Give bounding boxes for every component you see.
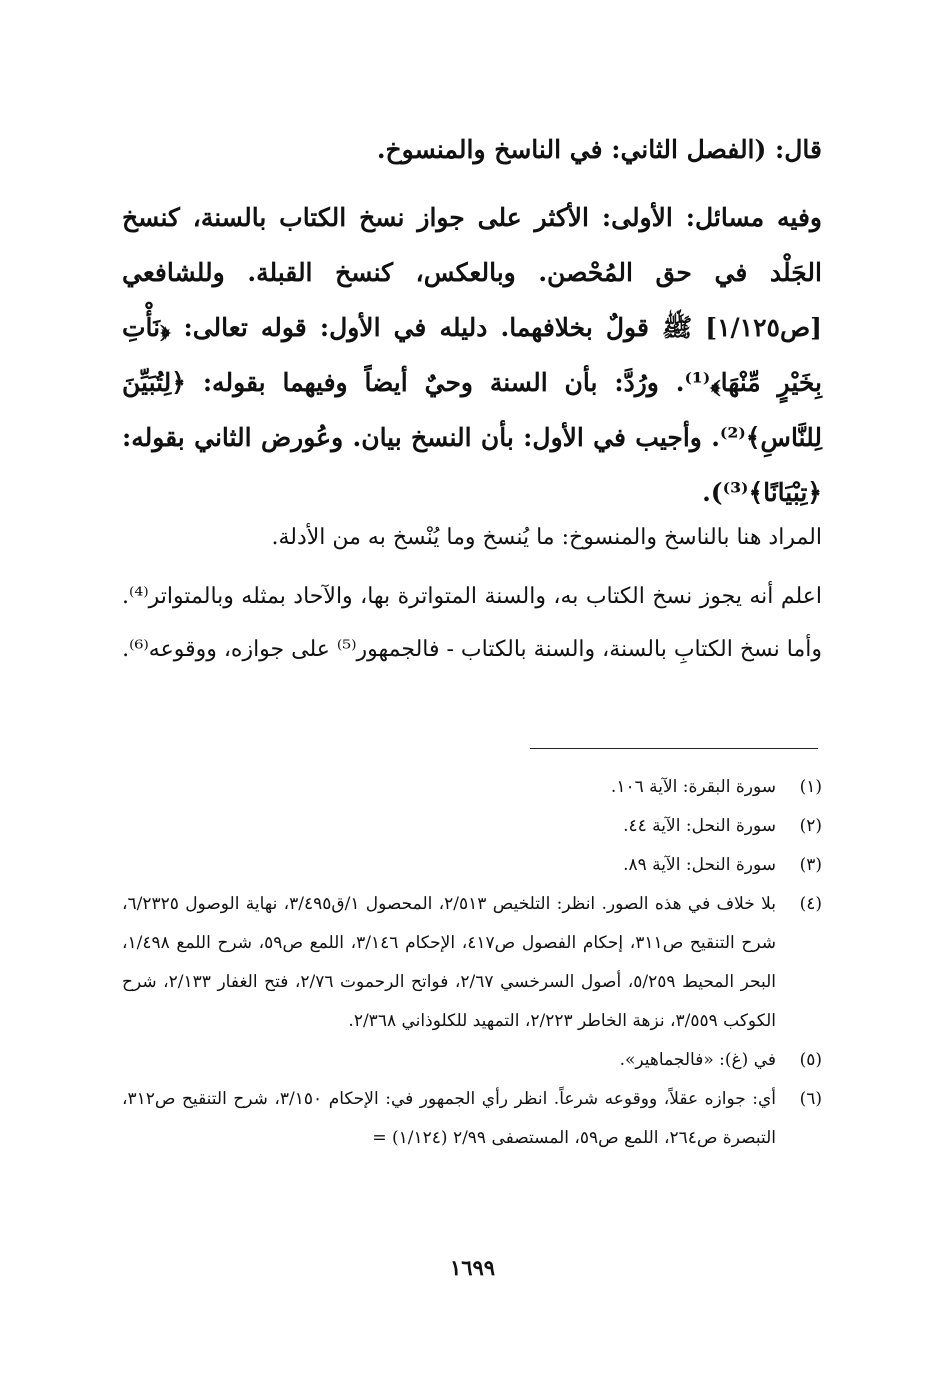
footnote-item [122, 885, 822, 1041]
footnote-number: (٦) [799, 1089, 822, 1109]
commentary-paragraph-2: اعلم أنه يجوز نسخ الكتاب به، والسنة المتواترة بها، والآحاد بمثله وبالمتواتر⁽⁴⁾. وأما نسخ الكتابِ بالسنة، والسنة بالكتاب - فالجمهور⁽⁵⁾ على جوازه، ووقوعه⁽⁶⁾. [122, 584, 822, 662]
footnote-number: (٢) [799, 816, 822, 836]
footnote-number: (٤) [799, 894, 822, 914]
footnote-text: سورة البقرة: الآية ١٠٦. [610, 777, 776, 797]
footnote-text: أي: جوازه عقلاً، ووقوعه شرعاً. انظر رأي الجمهور في: الإحكام ٣/١٥٠، شرح التنقيح ص٣١٢، التبصرة ص٢٦٤، اللمع ص٥٩، المستصفى ٢/٩٩ (١/١٢٤) = [122, 1089, 776, 1148]
footnote-item [122, 807, 822, 846]
footnote-number: (١) [799, 777, 822, 797]
commentary-paragraph-1: المراد هنا بالناسخ والمنسوخ: ما يُنسخ وما يُنْسخ به من الأدلة. [271, 525, 822, 550]
footnote-separator [530, 748, 818, 749]
footnote-item [122, 846, 822, 885]
footnotes [122, 768, 822, 1158]
footnote-text: في (غ): «فالجماهير». [619, 1050, 776, 1070]
footnote-text: سورة النحل: الآية ٨٩. [623, 855, 776, 875]
matn-paragraph: وفيه مسائل: الأولى: الأكثر على جواز نسخ الكتاب بالسنة، كنسخ الجَلْد في حق المُحْصن. وبالعكس، كنسخ القبلة. وللشافعي [ص١/١٢٥] ﷺ قولٌ بخلافهما. دليله في الأول: قوله تعالى: ﴿نَأْتِ بِخَيْرٍ مِّنْهَا﴾⁽¹⁾. ورُدَّ: بأن السنة وحيٌ أيضاً وفيهما بقوله: ﴿لِتُبَيِّنَ لِلنَّاسِ﴾⁽²⁾. وأجيب في الأول: بأن النسخ بيان. وعُورض الثاني بقوله: ﴿تِبْيَانًا﴾⁽³⁾). [122, 203, 822, 507]
footnote-number: (٥) [799, 1050, 822, 1070]
footnote-item [122, 768, 822, 807]
footnote-item [122, 1080, 822, 1158]
page-number: ١٦٩٩ [449, 1255, 496, 1280]
footnote-text: بلا خلاف في هذه الصور. انظر: التلخيص ٢/٥١٣، المحصول ١/ق٣/٤٩٥، نهاية الوصول ٦/٢٣٢٥، شرح التنقيح ص٣١١، إحكام الفصول ص٤١٧، الإحكام ٣/١٤٦، اللمع ص٥٩، شرح اللمع ١/٤٩٨، البحر المحيط ٥/٢٥٩، أصول السرخسي ٢/٦٧، فواتح الرحموت ٢/٧٦، فتح الغفار ٢/١٣٣، شرح الكوكب ٣/٥٥٩، نزهة الخاطر ٢/٢٢٣، التمهيد للكلوذاني ٢/٣٦٨. [122, 894, 776, 1031]
chapter-heading: قال: (الفصل الثاني: في الناسخ والمنسوخ. [376, 135, 822, 164]
footnote-item [122, 1041, 822, 1080]
footnote-number: (٣) [799, 855, 822, 875]
footnote-text: سورة النحل: الآية ٤٤. [623, 816, 776, 836]
